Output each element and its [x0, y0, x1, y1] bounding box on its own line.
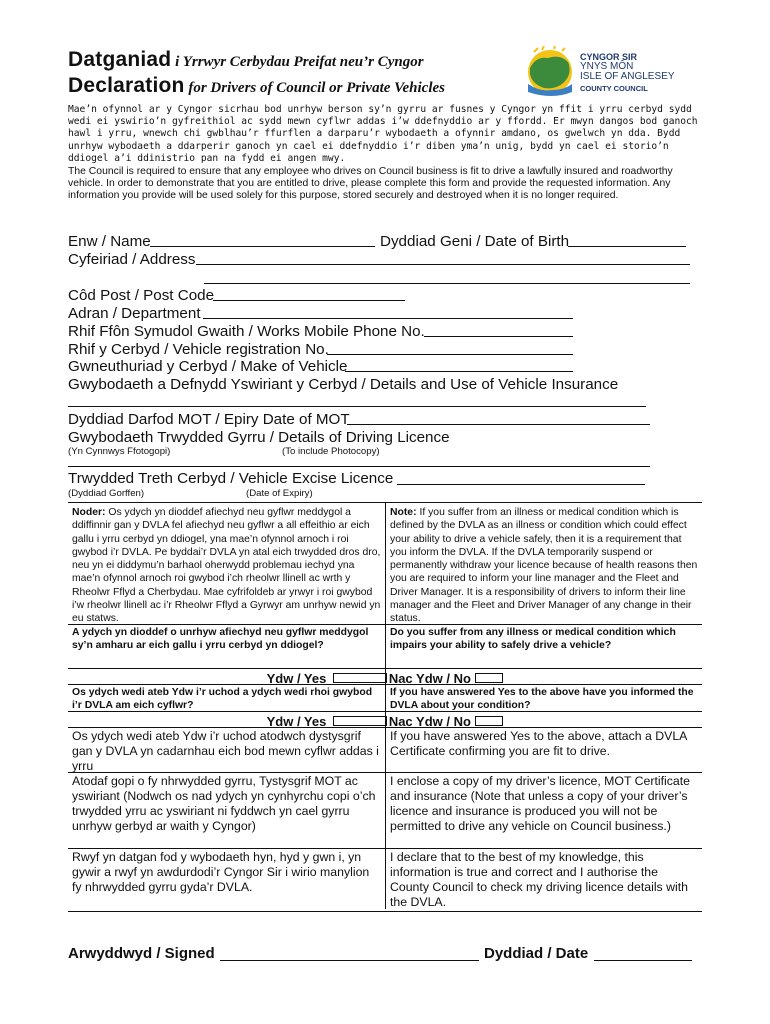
- address-input-line-1[interactable]: [196, 264, 690, 265]
- signed-label: Arwyddwyd / Signed: [68, 945, 215, 962]
- logo-line-3: ISLE OF ANGLESEY: [580, 71, 675, 82]
- question-1-welsh: A ydych yn dioddef o unrhyw afiechyd neu gyflwr meddygol sy’n amharu ar eich gallu i yrru cerbyd yn ddiogel?: [72, 627, 369, 652]
- address-input-line-2[interactable]: [204, 283, 690, 284]
- logo-line-2: YNYS MÔN: [580, 61, 634, 72]
- make-label: Gwneuthuriad y Cerbyd / Make of Vehicle: [68, 358, 348, 375]
- name-label: Enw / Name: [68, 233, 151, 250]
- declare-welsh: Rwyf yn datgan fod y wybodaeth hyn, hyd y gwn i, yn gywir a rwyf yn awdurdodi’r Cyngor Sir i wirio manylion fy nhrwydded gyrru gyda’r DVLA.: [72, 850, 370, 894]
- declare-english: I declare that to the best of my knowledge, this information is true and correct and I authorise the County Council to check my driving licence details with the DVLA.: [390, 850, 688, 909]
- excise-note-english: (Date of Expiry): [246, 488, 313, 499]
- licence-note-english: (To include Photocopy): [282, 446, 380, 457]
- no-option-2[interactable]: Nac Ydw / No: [388, 714, 471, 729]
- enclose-english: I enclose a copy of my driver’s licence, MOT Certificate and insurance (Note that unless a copy of your driver’s licence and insurance is produced you will not be permitted to drive any vehicle on Council business.): [390, 774, 691, 833]
- enclose-welsh: Atodaf gopi o fy nhrwydded gyrru, Tystysgrif MOT ac yswiriant (Nodwch os nad ydych yn cynhyrchu copi o’ch trwydded yrru ac yswiriant ni fyddwch yn cael gyrru unrhyw gerbyd ar waith y Cyngor): [72, 774, 376, 833]
- insurance-input-line[interactable]: [68, 406, 646, 407]
- checkbox-1[interactable]: [333, 673, 387, 683]
- department-label: Adran / Department: [68, 305, 201, 322]
- excise-label: Trwydded Treth Cerbyd / Vehicle Excise Licence: [68, 470, 394, 487]
- excise-note-welsh: (Dyddiad Gorffen): [68, 488, 145, 499]
- insurance-label: Gwybodaeth a Defnydd Yswiriant y Cerbyd / Details and Use of Vehicle Insurance: [68, 376, 619, 393]
- checkbox-2[interactable]: [475, 673, 503, 683]
- date-input-line[interactable]: [594, 960, 692, 961]
- postcode-input-line[interactable]: [213, 300, 405, 301]
- department-input-line[interactable]: [203, 318, 573, 319]
- postcode-label: Côd Post / Post Code: [68, 287, 215, 304]
- question-2-english: If you have answered Yes to the above have you informed the DVLA about your condition?: [390, 687, 694, 712]
- logo-line-1: CYNGOR SIR: [580, 52, 638, 62]
- registration-input-line[interactable]: [327, 354, 573, 355]
- signature-input-line[interactable]: [220, 960, 479, 961]
- licence-input-line[interactable]: [68, 466, 650, 467]
- title-english-rest: for Drivers of Council or Private Vehicles: [184, 80, 445, 96]
- checkbox-3[interactable]: [333, 716, 387, 726]
- address-label: Cyfeiriad / Address: [68, 251, 196, 268]
- dob-input-line[interactable]: [568, 246, 686, 247]
- title-english-bold: Declaration: [68, 74, 185, 97]
- licence-label: Gwybodaeth Trwydded Gyrru / Details of Driving Licence: [68, 429, 450, 446]
- mot-input-line[interactable]: [347, 424, 650, 425]
- checkbox-4[interactable]: [475, 716, 503, 726]
- yes-option-2[interactable]: Ydw / Yes: [266, 714, 327, 729]
- date-label: Dyddiad / Date: [484, 945, 589, 962]
- title-welsh-bold: Datganiad: [68, 48, 172, 71]
- form-title: [68, 48, 518, 100]
- question-1-english: Do you suffer from any illness or medical condition which impairs your ability to safely drive a vehicle?: [390, 627, 676, 652]
- logo-line-4: COUNTY COUNCIL: [580, 84, 648, 93]
- name-input-line[interactable]: [150, 246, 375, 247]
- medical-table: [68, 502, 702, 912]
- licence-note-welsh: (Yn Cynnwys Ffotogopi): [68, 446, 171, 457]
- intro-welsh: Mae’n ofynnol ar y Cyngor sicrhau bod unrhyw berson sy’n gyrru ar fusnes y Cyngor yn ffit i yrru cerbyd sydd wedi ei yswirio’n gyfreithiol ac sydd mewn cyflwr addas i’w ddefnyddio ar y ffordd. Er mwyn dangos bod ganoch hawl i yrru, wnewch chi gwblhau’r ffurflen a darparu’r wybodaeth a ofynnir amdano, os gwelwch yn dda. Bydd unrhyw wybodaeth a ddarperir ganoch yn cael ei ddefnyddio i’r diben yma’n unig, bydd yn cael ei storio’n ddiogel a’i ddinistrio pan na fydd ei angen mwy.: [68, 104, 698, 164]
- make-input-line[interactable]: [345, 371, 573, 372]
- certificate-english: If you have answered Yes to the above, attach a DVLA Certificate confirming you are fit to drive.: [390, 729, 687, 758]
- title-welsh-rest: i Yrrwyr Cerbydau Preifat neu’r Cyngor: [171, 54, 424, 70]
- council-logo: [522, 46, 682, 98]
- mobile-label: Rhif Ffôn Symudol Gwaith / Works Mobile Phone No.: [68, 323, 425, 340]
- note-welsh: Noder: Os ydych yn dioddef afiechyd neu gyflwr meddygol a ddiffinnir gan y DVLA fel afiechyd neu gyflwr a all effeithio ar eich gallu i yrru cerbyd yn ddiogel, yna mae’n ofynnol arnoch i roi gwybod i’r DVLA. Pe byddai’r DVLA yn atal eich trwydded dros dro, neu yn ei diddymu’n barhaol oherwydd problemau iechyd yna mae’n ofynnol arnoch roi gwybod i’ch rheolwr llinell ac wrth y Rheolwr Fflyd a Cherbydau. Mae cyfrifoldeb ar yrwyr i roi gwybod i’w rheolwr llinell ac i’r Rheolwr Fflyd a Gyrwyr am unrhyw newid yn eu statws.: [72, 507, 381, 625]
- intro-english: The Council is required to ensure that any employee who drives on Council business is fit to drive a lawfully insured and roadworthy vehicle. In order to demonstrate that you are entitled to drive, please complete this form and provide the requested information. Any information you provide will be used solely for this purpose, stored securely and destroyed when it is no longer required.: [68, 166, 673, 202]
- mot-label: Dyddiad Darfod MOT / Epiry Date of MOT: [68, 411, 350, 428]
- mobile-input-line[interactable]: [424, 336, 573, 337]
- anglesey-map-icon: [522, 46, 578, 98]
- excise-input-line[interactable]: [397, 484, 645, 485]
- question-2-welsh: Os ydych wedi ateb Ydw i’r uchod a ydych wedi rhoi gwybod i’r DVLA am eich cyflwr?: [72, 687, 373, 712]
- certificate-welsh: Os ydych wedi ateb Ydw i’r uchod atodwch dystysgrif gan y DVLA yn cadarnhau eich bod mewn cyflwr addas i yrru: [72, 729, 379, 773]
- registration-label: Rhif y Cerbyd / Vehicle registration No.: [68, 341, 329, 358]
- dob-label: Dyddiad Geni / Date of Birth: [380, 233, 570, 250]
- no-option-1[interactable]: Nac Ydw / No: [388, 671, 471, 686]
- yes-option-1[interactable]: Ydw / Yes: [266, 671, 327, 686]
- note-english: Note: If you suffer from an illness or medical condition which is defined by the DVLA as an illness or condition which could effect your ability to drive a vehicle safely, then it is a requirement that you inform the DVLA. If the DVLA temporarily suspend or permanently withdraw your licence because of health reasons then you are required to inform your line manager and the Fleet and Driver Manager. It is a responsibility of drivers to inform their line manager and the Fleet and Driver Manager of any change in their status.: [390, 507, 698, 625]
